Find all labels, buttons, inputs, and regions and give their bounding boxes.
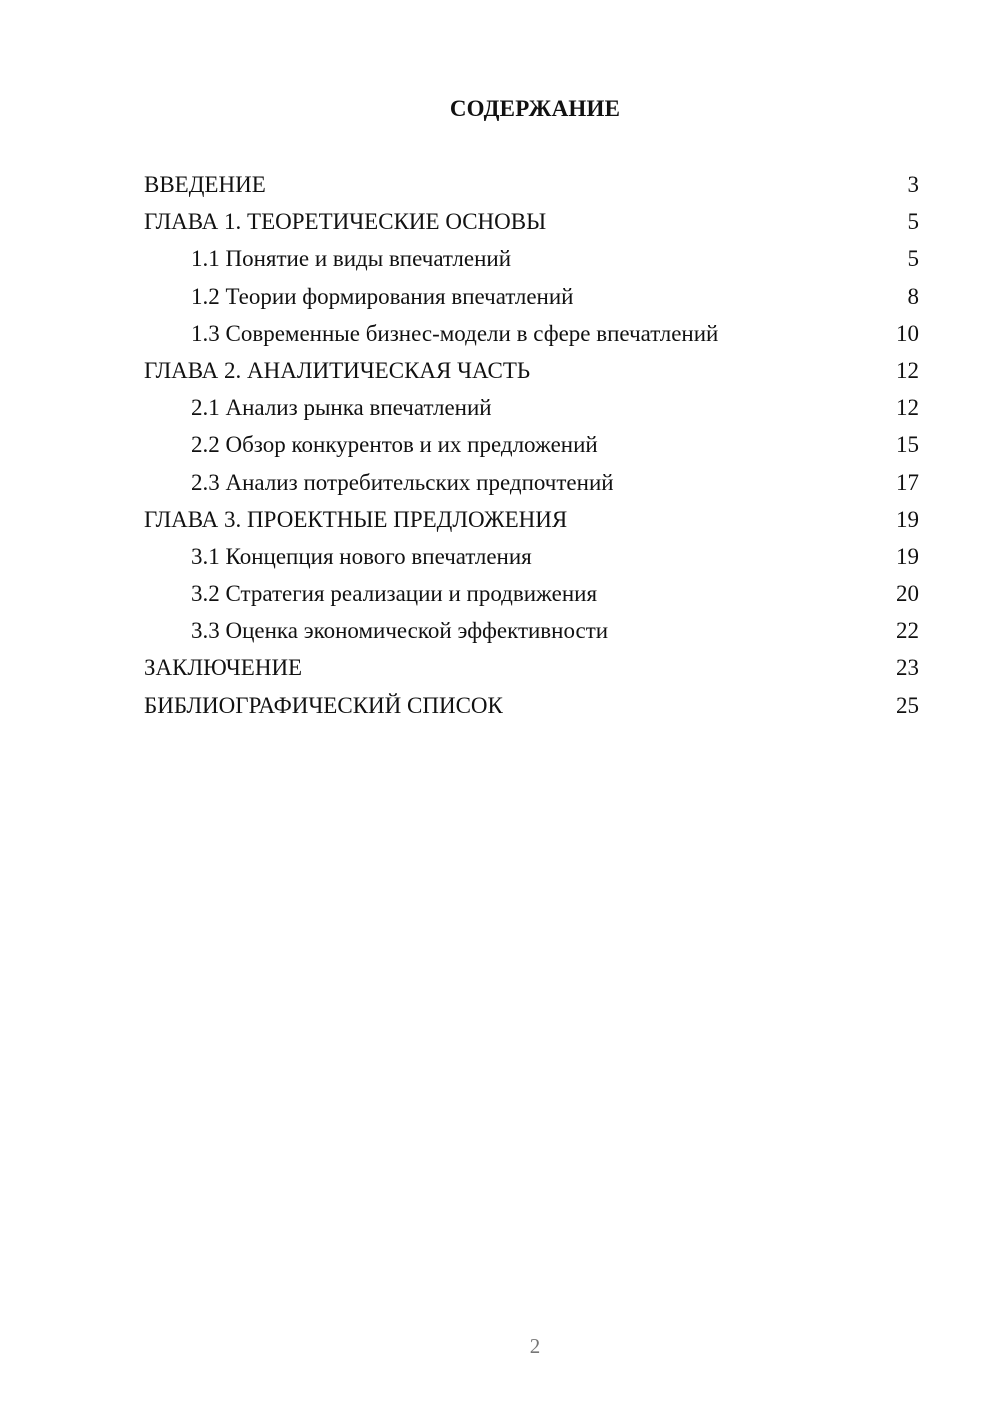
- toc-entry: [144, 579, 919, 616]
- toc-entry-label: 2.2 Обзор конкурентов и их предложений: [191, 432, 598, 458]
- toc-entry-label: ЗАКЛЮЧЕНИЕ: [144, 655, 303, 681]
- toc-entry: [144, 468, 919, 505]
- toc-entry-page: 20: [896, 581, 919, 607]
- toc-entry-label: 3.2 Стратегия реализации и продвижения: [191, 581, 598, 607]
- toc-entry: [144, 244, 919, 281]
- toc-entry-page: 19: [896, 543, 919, 569]
- toc-entry-page: 22: [896, 618, 919, 644]
- toc-entry: [144, 616, 919, 653]
- toc-entry-label: 1.2 Теории формирования впечатлений: [191, 283, 574, 309]
- toc-entry-label: 3.1 Концепция нового впечатления: [191, 543, 532, 569]
- toc-entry-page: 3: [907, 172, 919, 197]
- toc-entry-page: 25: [896, 692, 919, 718]
- toc-entry-label: ВВЕДЕНИЕ: [144, 172, 266, 197]
- toc-entry-label: 1.1 Понятие и виды впечатлений: [191, 246, 512, 272]
- toc-entry-label: ГЛАВА 2. АНАЛИТИЧЕСКАЯ ЧАСТЬ: [144, 357, 531, 383]
- toc-entry: [144, 282, 919, 319]
- toc-entry-label: 3.3 Оценка экономической эффективности: [191, 618, 609, 644]
- toc-entry: [144, 691, 919, 728]
- toc-entry: [144, 505, 919, 542]
- toc-entry-page: 12: [896, 357, 919, 383]
- toc-entry-page: 15: [896, 432, 919, 458]
- toc-entry-label: 1.3 Современные бизнес-модели в сфере впечатлений: [191, 320, 719, 346]
- toc-entry: [144, 170, 919, 207]
- toc-entry-page: 19: [896, 506, 919, 532]
- toc-entry-label: БИБЛИОГРАФИЧЕСКИЙ СПИСОК: [144, 692, 503, 718]
- toc-entry-page: 10: [896, 320, 919, 346]
- toc-list: [144, 170, 919, 728]
- toc-entry: [144, 653, 919, 690]
- toc-entry: [144, 393, 919, 430]
- toc-entry: [144, 356, 919, 393]
- toc-entry-label: 2.3 Анализ потребительских предпочтений: [191, 469, 614, 495]
- toc-entry-page: 5: [907, 246, 919, 272]
- toc-entry: [144, 430, 919, 467]
- page-number: 2: [529, 1334, 541, 1358]
- toc-entry-page: 23: [896, 655, 919, 681]
- toc-entry: [144, 542, 919, 579]
- toc-entry-label: ГЛАВА 3. ПРОЕКТНЫЕ ПРЕДЛОЖЕНИЯ: [144, 506, 568, 532]
- toc-entry-page: 17: [896, 469, 919, 495]
- toc-entry-page: 12: [896, 395, 919, 421]
- toc-entry-label: 2.1 Анализ рынка впечатлений: [191, 395, 492, 421]
- toc-entry: [144, 319, 919, 356]
- toc-entry-page: 5: [907, 209, 919, 235]
- toc-entry: [144, 207, 919, 244]
- toc-entry-page: 8: [907, 283, 919, 309]
- toc-heading: СОДЕРЖАНИЕ: [449, 96, 621, 121]
- toc-entry-label: ГЛАВА 1. ТЕОРЕТИЧЕСКИЕ ОСНОВЫ: [144, 209, 547, 235]
